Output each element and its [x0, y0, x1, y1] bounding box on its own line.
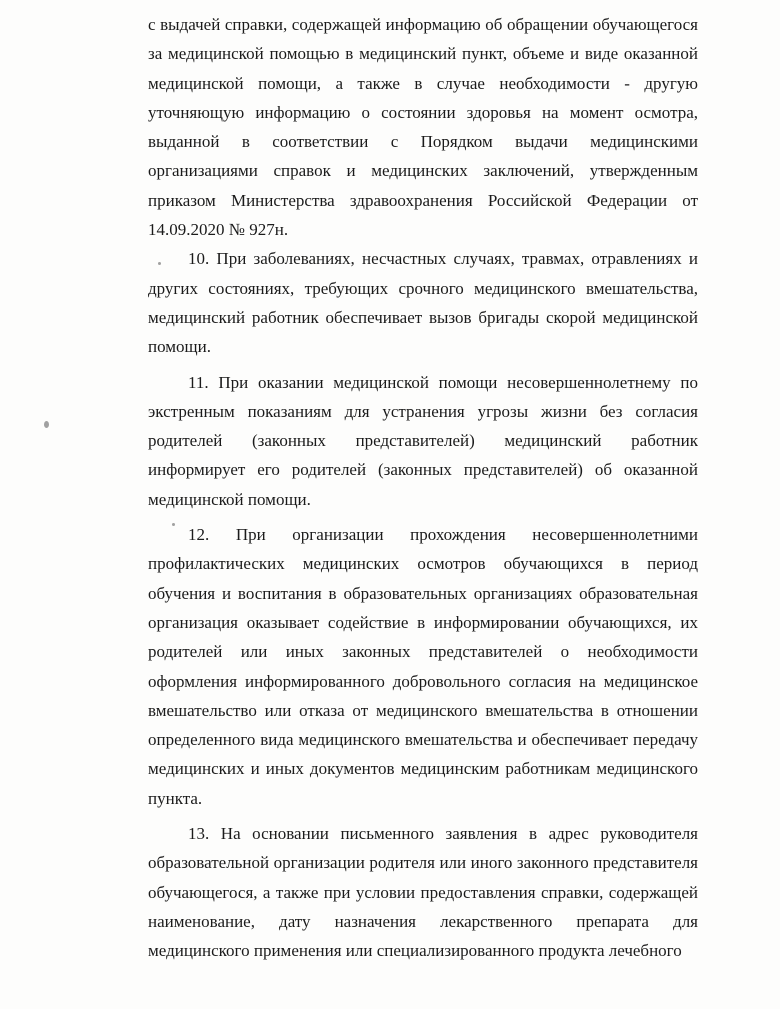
- paragraph-12: 12. При организации прохождения несовершеннолетними профилактических медицинских осмотров обучающихся в период обучения и воспитания в образовательных организациях образовательная организация оказывает содействие в информировании обучающихся, их родителей или иных законных представителей о необходимости оформления информированного добровольного согласия на медицинское вмешательство или отказа от медицинского вмешательства в отношении определенного вида медицинского вмешательства и обеспечивает передачу медицинских и иных документов медицинским работникам медицинского пункта.: [148, 525, 698, 808]
- paragraph-10: 10. При заболеваниях, несчастных случаях, травмах, отравлениях и других состояниях, требующих срочного медицинского вмешательства, медицинский работник обеспечивает вызов бригады скорой медицинской помощи.: [148, 249, 698, 357]
- scan-speck: [172, 523, 175, 526]
- paragraph-9-continuation: с выдачей справки, содержащей информацию об обращении обучающегося за медицинской помощью в медицинский пункт, объеме и виде оказанной медицинской помощи, а также в случае необходимости - другую уточняющую информацию о состоянии здоровья на момент осмотра, выданной в соответствии с Порядком выдачи медицинскими организациями справок и медицинских заключений, утвержденным приказом Министерства здравоохранения Российской Федерации от 14.09.2020 № 927н.: [148, 15, 698, 240]
- document-body: [148, 10, 698, 966]
- paragraph-11: 11. При оказании медицинской помощи несовершеннолетнему по экстренным показаниям для устранения угрозы жизни без согласия родителей (законных представителей) медицинский работник информирует его родителей (законных представителей) об оказанной медицинской помощи.: [148, 372, 698, 509]
- scan-speck: [44, 421, 49, 428]
- scan-speck: [158, 262, 161, 265]
- paragraph-13: 13. На основании письменного заявления в адрес руководителя образовательной организации родителя или иного законного представителя обучающегося, а также при условии предоставления справки, содержащей наименование, дату назначения лекарственного препарата для медицинского применения или специализированного продукта лечебного: [148, 824, 698, 961]
